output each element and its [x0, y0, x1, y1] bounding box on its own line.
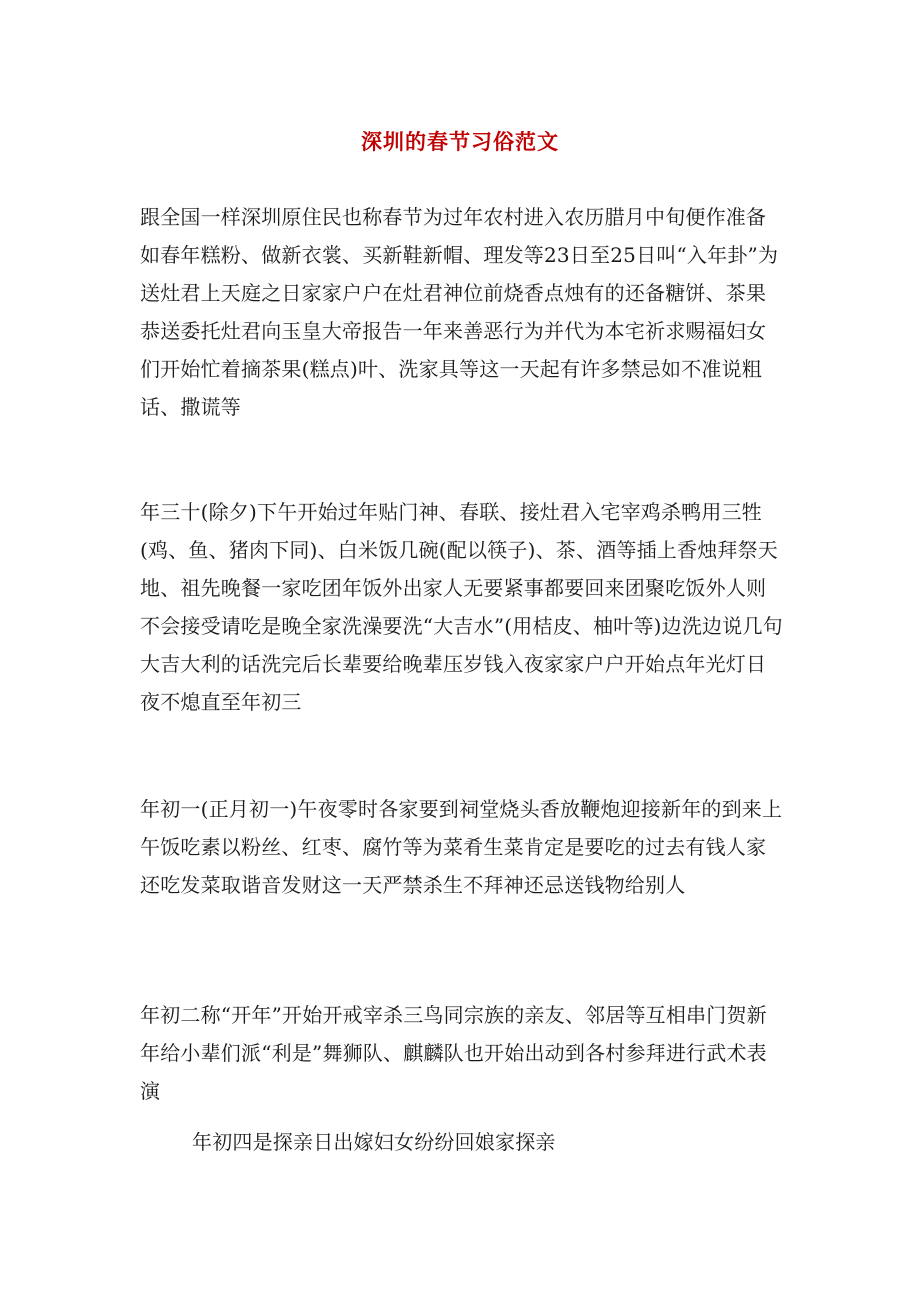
paragraph-fourth-day: 年初四是探亲日出嫁妇女纷纷回娘家探亲 [192, 1130, 556, 1154]
page-title: 深圳的春节习俗范文 [361, 129, 559, 155]
paragraph-first-day: 年初一(正月初一)午夜零时各家要到祠堂烧头香放鞭炮迎接新年的到来上午饭吃素以粉丝、红枣、腐竹等为菜肴生菜肯定是要吃的过去有钱人家还吃发菜取谐音发财这一天严禁杀生不拜神还忌送钱物给别人 [140, 797, 783, 897]
paragraph-new-years-eve: 年三十(除夕)下午开始过年贴门神、春联、接灶君入宅宰鸡杀鸭用三牲(鸡、鱼、猪肉下同)、白米饭几碗(配以筷子)、茶、酒等插上香烛拜祭天地、祖先晚餐一家吃团年饭外出家人无要紧事都要回来团聚吃饭外人则不会接受请吃是晚全家洗澡要洗“大吉水”(用桔皮、柚叶等)边洗边说几句大吉大利的话洗完后长辈要给晚辈压岁钱入夜家家户户开始点年光灯日夜不熄直至年初三 [140, 500, 783, 714]
paragraph-second-day: 年初二称“开年”开始开戒宰杀三鸟同宗族的亲友、邻居等互相串门贺新年给小辈们派“利是”舞狮队、麒麟队也开始出动到各村参拜进行武术表演 [140, 1003, 767, 1103]
paragraph-preparation: 跟全国一样深圳原住民也称春节为过年农村进入农历腊月中旬便作准备如春年糕粉、做新衣裳、买新鞋新帽、理发等23日至25日叫“入年卦”为送灶君上天庭之日家家户户在灶君神位前烧香点烛有的还备糖饼、茶果恭送委托灶君向玉皇大帝报告一年来善恶行为并代为本宅祈求赐福妇女们开始忙着摘茶果(糕点)叶、洗家具等这一天起有许多禁忌如不准说粗话、撒谎等 [140, 205, 779, 419]
